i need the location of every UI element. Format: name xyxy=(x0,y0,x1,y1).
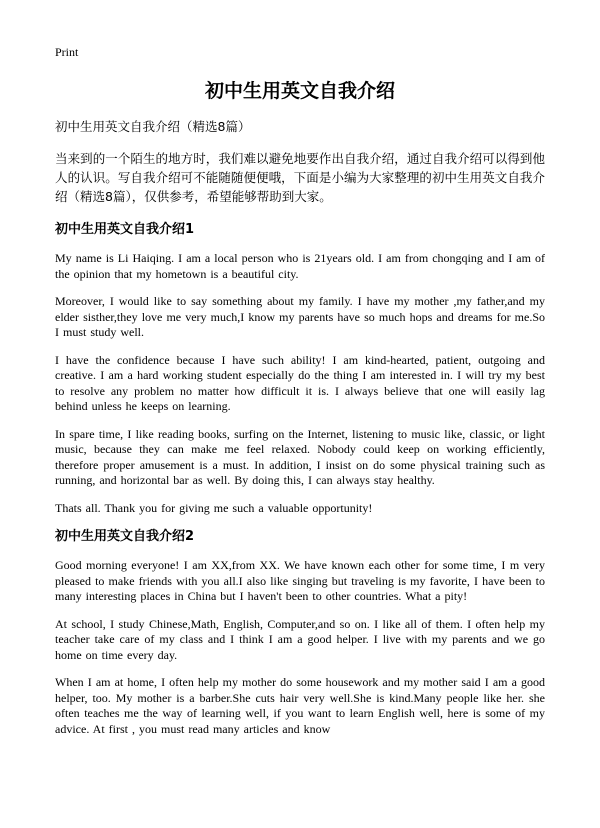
paragraph: I have the confidence because I have such ability! I am kind-hearted, patient, outgoing and creative. I am a hard working student especially do the thing I am interested in. I will try my best to resolve any problem no matter how difficult it is. I always believe that one will easily lag behind unless he keeps on learning. xyxy=(55,352,545,413)
paragraph: Thats all. Thank you for giving me such a valuable opportunity! xyxy=(55,500,373,515)
paragraph: At school, I study Chinese,Math, English, Computer,and so on. I like all of them. I often help my teacher take care of my class and I think I am a good helper. I live with my parents and we go home on time every day. xyxy=(55,616,545,662)
print-link[interactable]: Print xyxy=(55,45,79,59)
section-1 xyxy=(55,221,545,516)
paragraph: Moreover, I would like to say something about my family. I have my mother ,my father,and my elder sisther,they love me very much,I know my parents have so much hops and dreams for me.So I must study well. xyxy=(55,294,545,339)
paragraph: Good morning everyone! I am XX,from XX. We have known each other for some time, I m very pleased to make friends with you all.I also like singing but traveling is my favorite, I have been to many interesting places in China but I haven't been to other countries. What a pity! xyxy=(55,558,545,603)
document-title: 初中生用英文自我介绍 xyxy=(204,80,395,102)
paragraph: In spare time, I like reading books, surfing on the Internet, listening to music like, classic, or light music, because they can make me feel relaxed. Nobody could keep on working efficiently, therefore proper amusement is a must. In addition, I insist on do some physical training such as running, and horizontal bar as well. By doing this, I can always stay healthy. xyxy=(55,426,545,487)
document-page xyxy=(55,44,545,749)
section-heading: 初中生用英文自我介绍2 xyxy=(55,529,195,544)
document-subtitle: 初中生用英文自我介绍（精选8篇） xyxy=(55,119,251,134)
intro-paragraph: 当来到的一个陌生的地方时，我们难以避免地要作出自我介绍，通过自我介绍可以得到他人的认识。写自我介绍可不能随随便便哦，下面是小编为大家整理的初中生用英文自我介绍（精选8篇），仅供参考，希望能够帮助到大家。 xyxy=(55,151,545,204)
paragraph: My name is Li Haiqing. I am a local person who is 21years old. I am from chongqing and I am of the opinion that my hometown is a beautiful city. xyxy=(55,251,545,281)
section-heading: 初中生用英文自我介绍1 xyxy=(55,222,195,237)
section-2 xyxy=(55,528,545,737)
paragraph: When I am at home, I often help my mother do some housework and my mother said I am a good helper, too. My mother is a barber.She cuts hair very well.She is kind.Many people like her. she often teaches me the way of learning well, if you want to learn English well, here is some of my advice. At first , you must read many articles and know xyxy=(55,675,545,736)
